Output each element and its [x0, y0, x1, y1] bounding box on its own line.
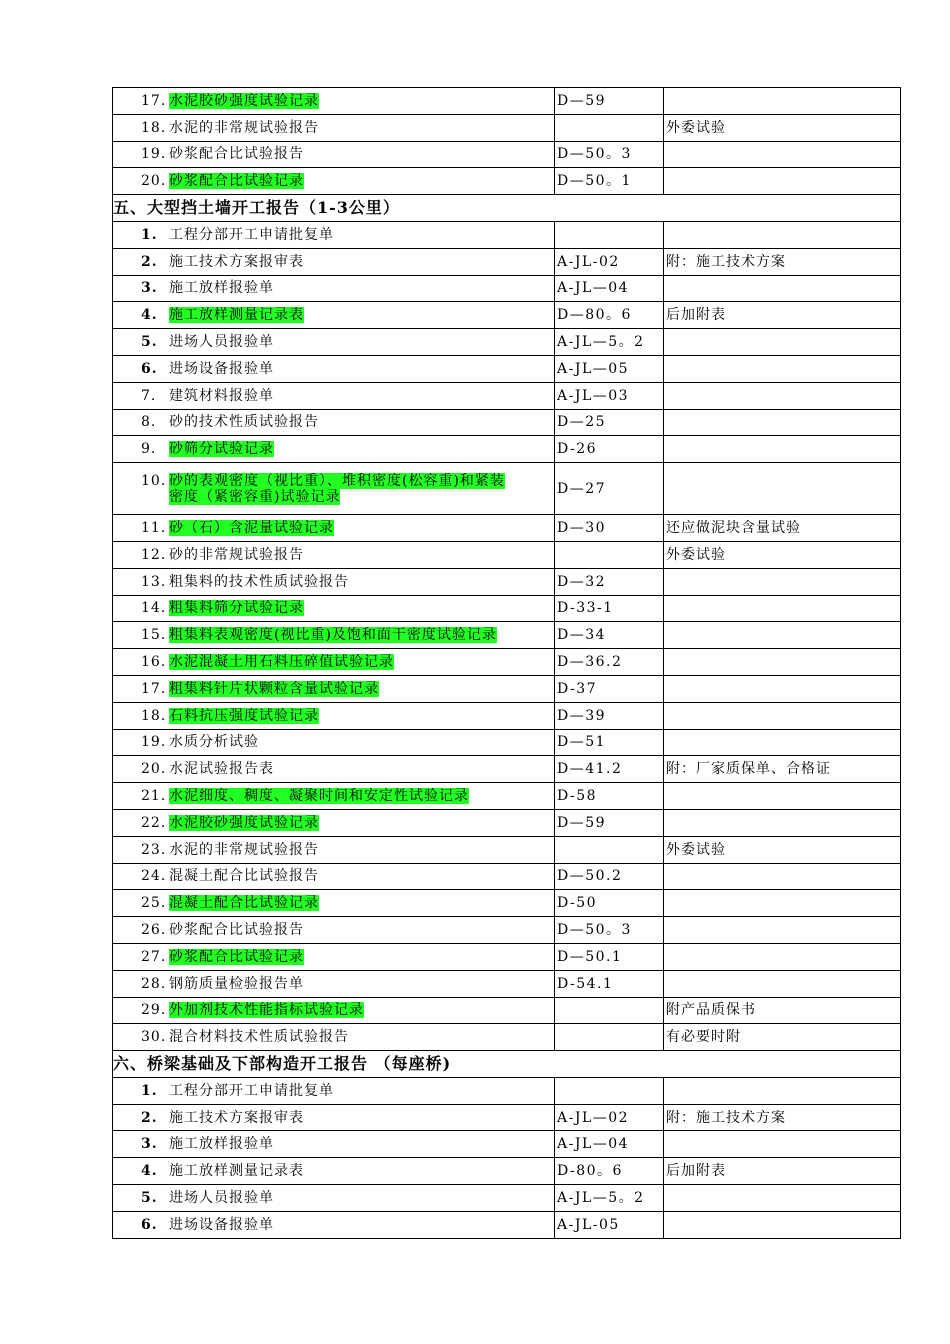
item-label: 砂（石）含泥量试验记录 [169, 520, 334, 537]
item-number: 19. [141, 146, 167, 163]
item-number: 9. [141, 441, 157, 458]
table-row [113, 275, 901, 302]
section-title: 六、桥梁基础及下部构造开工报告 （每座桥) [113, 1051, 901, 1078]
table-row [113, 917, 901, 944]
item-label: 施工技术方案报审表 [169, 253, 304, 270]
item-number: 25. [141, 895, 167, 912]
item-number: 5. [141, 1189, 158, 1206]
item-label: 混凝土配合比试验报告 [169, 868, 319, 885]
form-code-cell [555, 836, 664, 863]
form-code-cell: D-50 [555, 890, 664, 917]
form-code-cell: D—39 [555, 702, 664, 729]
item-number: 3. [141, 280, 158, 297]
form-code-cell: D—50.2 [555, 863, 664, 890]
item-number: 26. [141, 922, 167, 938]
table-row [113, 248, 901, 275]
remark-cell [664, 1211, 901, 1238]
item-name-cell [113, 729, 555, 756]
item-number: 2. [141, 1109, 158, 1126]
item-number: 8. [141, 414, 157, 431]
table-row [113, 114, 901, 141]
remark-cell [664, 1077, 901, 1104]
item-number: 15. [141, 627, 167, 644]
item-name-cell [113, 1211, 555, 1238]
item-number: 4. [141, 1163, 158, 1180]
remark-cell: 附产品质保书 [664, 997, 901, 1024]
item-number: 14. [141, 600, 167, 617]
remark-cell [664, 568, 901, 595]
item-label: 石料抗压强度试验记录 [169, 707, 319, 724]
remark-cell [664, 355, 901, 382]
remark-cell [664, 436, 901, 463]
table-row [113, 302, 901, 329]
item-number: 23. [141, 841, 167, 858]
item-name-cell [113, 1077, 555, 1104]
remark-cell: 还应做泥块含量试验 [664, 515, 901, 542]
table-row [113, 783, 901, 810]
item-number: 13. [141, 573, 167, 590]
item-name-cell [113, 329, 555, 356]
item-label: 砂浆配合比试验记录 [169, 948, 304, 965]
remark-cell [664, 329, 901, 356]
item-label: 工程分部开工申请批复单 [169, 226, 334, 243]
item-label: 水泥试验报告表 [169, 761, 274, 778]
item-number: 3. [141, 1136, 158, 1153]
item-name-cell [113, 141, 555, 168]
table-row [113, 329, 901, 356]
remark-cell: 后加附表 [664, 1158, 901, 1185]
item-number: 17. [141, 680, 167, 697]
form-code-cell: D—30 [555, 515, 664, 542]
remark-cell: 附：施工技术方案 [664, 1104, 901, 1131]
item-name-cell [113, 917, 555, 944]
item-number: 24. [141, 868, 167, 885]
item-number: 17. [141, 92, 167, 109]
table-row [113, 382, 901, 409]
checklist-body [113, 88, 901, 1239]
section-header-row [113, 195, 901, 222]
item-label: 水泥混凝土用石料压碎值试验记录 [169, 654, 394, 671]
item-name-cell [113, 863, 555, 890]
item-number: 6. [141, 360, 158, 377]
item-label: 砂的非常规试验报告 [169, 546, 304, 563]
remark-cell [664, 275, 901, 302]
remark-cell [664, 702, 901, 729]
item-name-cell [113, 1185, 555, 1212]
table-row [113, 836, 901, 863]
remark-cell: 外委试验 [664, 836, 901, 863]
item-name-cell [113, 1024, 555, 1051]
remark-cell [664, 970, 901, 997]
item-name-cell [113, 1104, 555, 1131]
item-name-cell [113, 756, 555, 783]
item-name-cell [113, 568, 555, 595]
document-table-container [112, 87, 900, 1239]
item-label: 施工放样报验单 [169, 280, 274, 297]
item-number: 7. [141, 387, 157, 404]
item-number: 11. [141, 520, 167, 537]
item-label: 施工放样测量记录表 [169, 307, 304, 324]
form-code-cell: D-37 [555, 675, 664, 702]
remark-cell: 有必要时附 [664, 1024, 901, 1051]
item-name-cell [113, 1131, 555, 1158]
item-label: 进场设备报验单 [169, 360, 274, 377]
form-code-cell: D—80。6 [555, 302, 664, 329]
table-row [113, 970, 901, 997]
table-row [113, 649, 901, 676]
form-code-cell: A-JL—05 [555, 355, 664, 382]
table-row [113, 221, 901, 248]
item-number: 12. [141, 546, 167, 563]
item-number: 22. [141, 814, 167, 831]
item-name-cell [113, 622, 555, 649]
remark-cell: 附：施工技术方案 [664, 248, 901, 275]
item-number: 29. [141, 1002, 167, 1019]
item-label: 砂筛分试验记录 [169, 441, 274, 458]
item-name-cell [113, 88, 555, 115]
form-code-cell: D—50。1 [555, 168, 664, 195]
remark-cell [664, 917, 901, 944]
item-name-cell [113, 809, 555, 836]
item-label: 工程分部开工申请批复单 [169, 1082, 334, 1099]
form-code-cell: A-JL—04 [555, 275, 664, 302]
item-name-cell [113, 409, 555, 436]
table-row [113, 141, 901, 168]
item-label: 混凝土配合比试验记录 [169, 895, 319, 912]
item-name-cell [113, 595, 555, 622]
item-label: 砂的技术性质试验报告 [169, 414, 319, 431]
form-code-cell: A-JL—04 [555, 1131, 664, 1158]
form-code-cell: D—51 [555, 729, 664, 756]
form-code-cell: A-JL-05 [555, 1211, 664, 1238]
form-code-cell [555, 541, 664, 568]
item-number: 20. [141, 761, 167, 778]
item-number: 21. [141, 788, 167, 805]
item-label: 混合材料技术性质试验报告 [169, 1029, 349, 1046]
form-code-cell: D—25 [555, 409, 664, 436]
table-row [113, 1024, 901, 1051]
table-row [113, 756, 901, 783]
item-name-cell [113, 997, 555, 1024]
item-number: 30. [141, 1029, 167, 1046]
table-row [113, 863, 901, 890]
item-label: 水泥的非常规试验报告 [169, 841, 319, 858]
form-code-cell: D—27 [555, 463, 664, 515]
remark-cell [664, 409, 901, 436]
form-code-cell [555, 1077, 664, 1104]
remark-cell [664, 382, 901, 409]
item-label: 施工技术方案报审表 [169, 1109, 304, 1126]
table-row [113, 168, 901, 195]
form-code-cell: D-54.1 [555, 970, 664, 997]
item-label: 水泥胶砂强度试验记录 [169, 92, 319, 109]
form-code-cell [555, 114, 664, 141]
form-code-cell [555, 997, 664, 1024]
table-row [113, 1158, 901, 1185]
table-row [113, 568, 901, 595]
item-number: 18. [141, 707, 167, 724]
item-name-cell [113, 890, 555, 917]
form-code-cell: A-JL—5。2 [555, 1185, 664, 1212]
item-label: 进场人员报验单 [169, 334, 274, 351]
remark-cell [664, 168, 901, 195]
remark-cell [664, 943, 901, 970]
item-name-cell [113, 1158, 555, 1185]
item-label-line-1: 砂的表观密度（视比重）、堆积密度(松容重)和紧装 [169, 472, 505, 489]
table-row [113, 355, 901, 382]
item-label-line-2: 密度（紧密容重)试验记录 [169, 488, 341, 505]
item-number: 19. [141, 734, 167, 751]
item-number: 16. [141, 654, 167, 671]
form-code-cell [555, 1024, 664, 1051]
table-row [113, 1185, 901, 1212]
table-row [113, 409, 901, 436]
form-code-cell: D—50.1 [555, 943, 664, 970]
table-row [113, 1211, 901, 1238]
item-name-cell [113, 355, 555, 382]
form-code-cell: A-JL-02 [555, 248, 664, 275]
item-name-cell [113, 541, 555, 568]
table-row [113, 436, 901, 463]
item-label: 水泥细度、稠度、凝聚时间和安定性试验记录 [169, 788, 469, 805]
table-row [113, 809, 901, 836]
checklist-table [112, 87, 901, 1239]
remark-cell [664, 1185, 901, 1212]
form-code-cell: D-33-1 [555, 595, 664, 622]
item-name-cell [113, 649, 555, 676]
item-name-cell [113, 836, 555, 863]
item-label: 建筑材料报验单 [169, 387, 274, 404]
item-name-cell [113, 436, 555, 463]
table-row [113, 702, 901, 729]
table-row [113, 1077, 901, 1104]
remark-cell [664, 649, 901, 676]
remark-cell [664, 622, 901, 649]
item-name-cell [113, 943, 555, 970]
form-code-cell: D—36.2 [555, 649, 664, 676]
item-number: 2. [141, 253, 158, 270]
table-row [113, 515, 901, 542]
remark-cell [664, 729, 901, 756]
form-code-cell: D-80。6 [555, 1158, 664, 1185]
remark-cell [664, 141, 901, 168]
remark-cell: 外委试验 [664, 541, 901, 568]
item-name-cell [113, 302, 555, 329]
item-number: 27. [141, 948, 167, 965]
item-number: 10. [141, 472, 167, 489]
item-name-cell [113, 221, 555, 248]
table-row [113, 890, 901, 917]
item-name-cell [113, 248, 555, 275]
table-row [113, 463, 901, 515]
table-row [113, 1131, 901, 1158]
remark-cell [664, 890, 901, 917]
form-code-cell: D—41.2 [555, 756, 664, 783]
form-code-cell: D-58 [555, 783, 664, 810]
item-number: 18. [141, 119, 167, 136]
remark-cell [664, 221, 901, 248]
form-code-cell: D—34 [555, 622, 664, 649]
item-number: 6. [141, 1216, 158, 1233]
form-code-cell: D-26 [555, 436, 664, 463]
table-row [113, 622, 901, 649]
item-name-cell [113, 783, 555, 810]
item-name-cell [113, 702, 555, 729]
item-label: 砂浆配合比试验记录 [169, 173, 304, 190]
item-name-cell [113, 463, 555, 515]
item-label: 砂浆配合比试验报告 [169, 146, 304, 163]
remark-cell [664, 595, 901, 622]
item-label: 水质分析试验 [169, 734, 259, 751]
remark-cell: 外委试验 [664, 114, 901, 141]
remark-cell: 附：厂家质保单、合格证 [664, 756, 901, 783]
remark-cell: 后加附表 [664, 302, 901, 329]
table-row [113, 943, 901, 970]
item-label: 进场设备报验单 [169, 1216, 274, 1233]
item-label: 外加剂技术性能指标试验记录 [169, 1002, 364, 1019]
table-row [113, 541, 901, 568]
item-name-cell [113, 114, 555, 141]
remark-cell [664, 783, 901, 810]
item-number: 1. [141, 1082, 158, 1099]
item-name-cell [113, 168, 555, 195]
form-code-cell: D—59 [555, 88, 664, 115]
item-name-cell [113, 970, 555, 997]
item-name-cell [113, 275, 555, 302]
form-code-cell: D—59 [555, 809, 664, 836]
table-row [113, 595, 901, 622]
item-label: 水泥胶砂强度试验记录 [169, 814, 319, 831]
remark-cell [664, 463, 901, 515]
remark-cell [664, 675, 901, 702]
table-row [113, 675, 901, 702]
item-number: 28. [141, 975, 167, 992]
item-label: 钢筋质量检验报告单 [169, 975, 304, 992]
table-row [113, 1104, 901, 1131]
item-label: 施工放样测量记录表 [169, 1163, 304, 1180]
item-name-cell [113, 675, 555, 702]
item-label: 粗集料表观密度(视比重)及饱和面干密度试验记录 [169, 627, 497, 644]
item-label: 粗集料针片状颗粒含量试验记录 [169, 680, 379, 697]
item-label: 施工放样报验单 [169, 1136, 274, 1153]
form-code-cell: D—50。3 [555, 917, 664, 944]
form-code-cell: D—50。3 [555, 141, 664, 168]
item-label: 砂浆配合比试验报告 [169, 922, 304, 938]
item-number: 20. [141, 173, 167, 190]
table-row [113, 88, 901, 115]
item-label: 水泥的非常规试验报告 [169, 119, 319, 136]
section-title: 五、大型挡土墙开工报告（1-3公里） [113, 195, 901, 222]
remark-cell [664, 1131, 901, 1158]
remark-cell [664, 863, 901, 890]
item-label: 进场人员报验单 [169, 1189, 274, 1206]
table-row [113, 997, 901, 1024]
form-code-cell: D—32 [555, 568, 664, 595]
item-number: 1. [141, 226, 158, 243]
form-code-cell: A-JL—5。2 [555, 329, 664, 356]
item-number: 4. [141, 307, 158, 324]
section-header-row [113, 1051, 901, 1078]
item-label: 粗集料筛分试验记录 [169, 600, 304, 617]
table-row [113, 729, 901, 756]
remark-cell [664, 809, 901, 836]
remark-cell [664, 88, 901, 115]
item-number: 5. [141, 334, 158, 351]
form-code-cell [555, 221, 664, 248]
item-label: 粗集料的技术性质试验报告 [169, 573, 349, 590]
item-name-cell [113, 382, 555, 409]
item-name-cell [113, 515, 555, 542]
form-code-cell: A-JL—03 [555, 382, 664, 409]
form-code-cell: A-JL—02 [555, 1104, 664, 1131]
